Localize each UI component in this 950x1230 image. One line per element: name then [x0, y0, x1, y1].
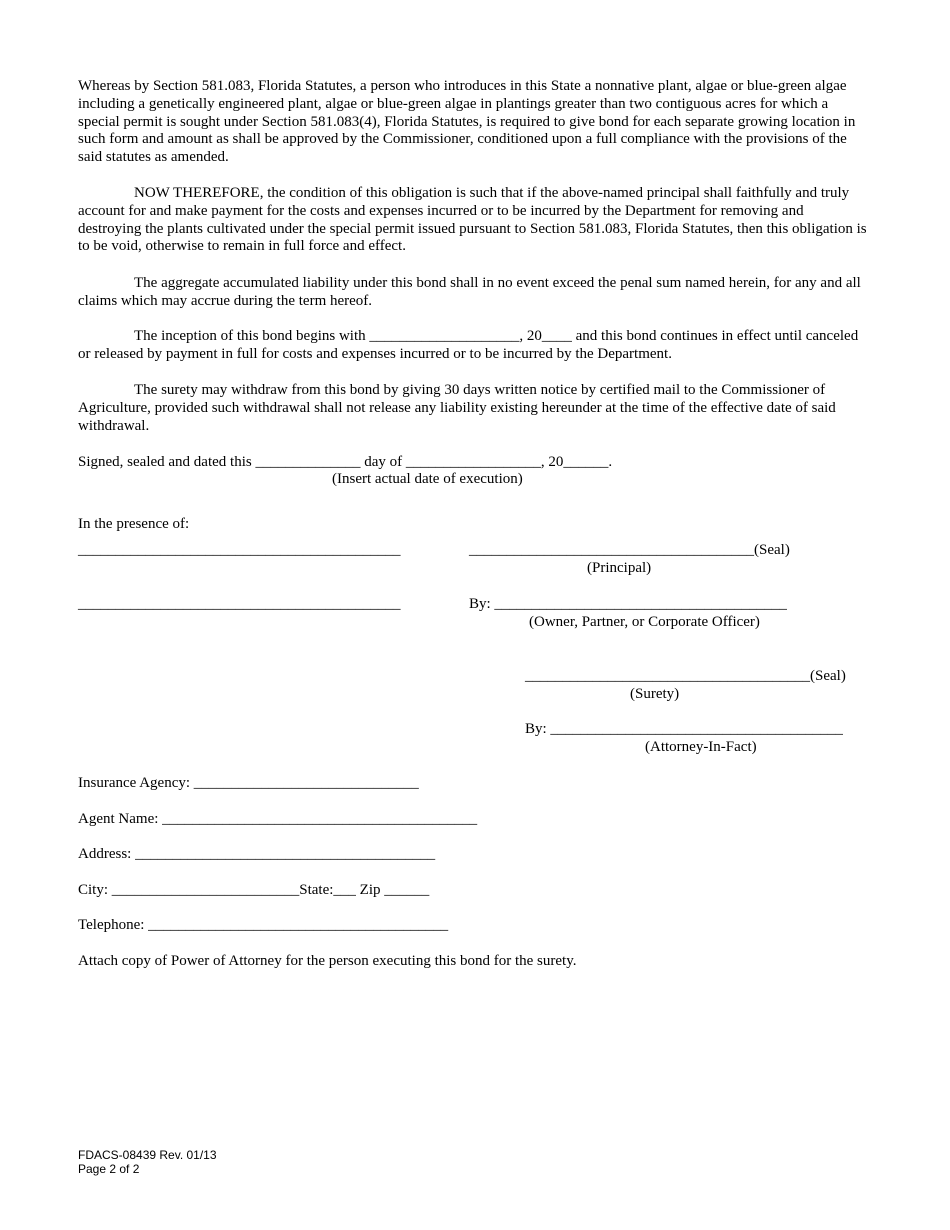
surety-signature-line[interactable]: ______________________________________(Seal) [525, 668, 846, 684]
now-therefore-paragraph: NOW THEREFORE, the condition of this obligation is such that if the above-named principal shall faithfully and truly account for and make payment for the costs and expenses incurred or to be incurred by the Department for removing and destroying the plants cultivated under the special permit issued pursuant to Section 581.083, Florida Statutes, then this obligation is to be void, otherwise to remain in full force and effect. [78, 185, 867, 255]
execution-date-note: (Insert actual date of execution) [332, 471, 523, 487]
principal-by-line[interactable]: By: _______________________________________ [469, 596, 787, 612]
page-number: Page 2 of 2 [78, 1162, 140, 1176]
surety-by-label: (Attorney-In-Fact) [645, 739, 757, 755]
witness-signature-line-1[interactable]: ___________________________________________ [78, 542, 401, 558]
inception-paragraph[interactable]: The inception of this bond begins with ____________________, 20____ and this bond continues in effect until canceled or released by payment in full for costs and expenses incurred or to be incurred by the Department. [78, 328, 859, 362]
agent-name-field[interactable]: Agent Name: __________________________________________ [78, 811, 478, 827]
form-id: FDACS-08439 Rev. 01/13 [78, 1148, 217, 1162]
principal-by-label: (Owner, Partner, or Corporate Officer) [529, 614, 760, 630]
principal-signature-line[interactable]: ______________________________________(Seal) [469, 542, 790, 558]
telephone-field[interactable]: Telephone: ________________________________________ [78, 917, 449, 933]
surety-label: (Surety) [630, 686, 680, 702]
surety-withdraw-paragraph: The surety may withdraw from this bond by giving 30 days written notice by certified mail to the Commissioner of Agriculture, provided such withdrawal shall not release any liability existing hereunder at the time of the effective date of said withdrawal. [78, 382, 836, 434]
surety-by-line[interactable]: By: _______________________________________ [525, 721, 843, 737]
power-of-attorney-note: Attach copy of Power of Attorney for the person executing this bond for the surety. [78, 953, 577, 969]
city-state-zip-field[interactable]: City: _________________________State:___ Zip ______ [78, 882, 430, 898]
address-field[interactable]: Address: ________________________________________ [78, 846, 436, 862]
signed-date-field[interactable]: Signed, sealed and dated this ______________ day of __________________, 20______. [78, 454, 613, 470]
witness-signature-line-2[interactable]: ___________________________________________ [78, 596, 401, 612]
principal-label: (Principal) [587, 560, 652, 576]
insurance-agency-field[interactable]: Insurance Agency: ______________________________ [78, 775, 419, 791]
whereas-paragraph: Whereas by Section 581.083, Florida Statutes, a person who introduces in this State a nonnative plant, algae or blue-green algae including a genetically engineered plant, algae or blue-green algae in plantings greater than two contiguous acres for which a special permit is sought under Section 581.083(4), Florida Statutes, is required to give bond for each separate growing location in such form and amount as shall be approved by the Commissioner, conditioned upon a full compliance with the provisions of the said statutes as amended. [78, 78, 856, 166]
aggregate-liability-paragraph: The aggregate accumulated liability under this bond shall in no event exceed the penal sum named herein, for any and all claims which may accrue during the term hereof. [78, 275, 861, 309]
in-presence-of-label: In the presence of: [78, 516, 190, 532]
